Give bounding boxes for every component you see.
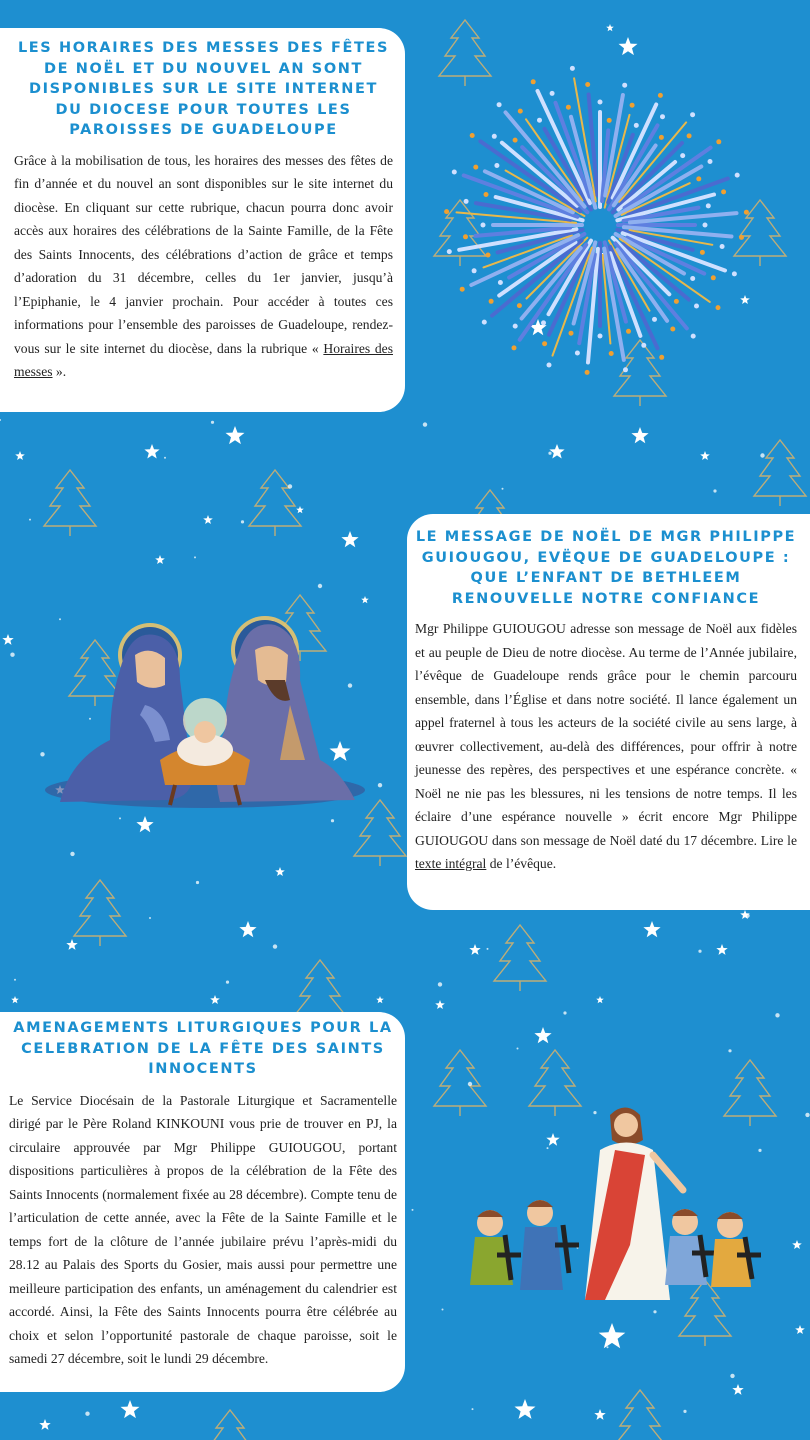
firework-spark <box>622 83 627 88</box>
star-icon <box>435 1000 445 1009</box>
firework-spark <box>531 79 536 84</box>
sparkle-dot <box>85 1412 89 1416</box>
star-icon <box>155 555 165 564</box>
firework-spark <box>700 250 705 255</box>
article-card-mass-schedules <box>0 28 405 412</box>
tree-icon <box>249 470 301 536</box>
sparkle-dot <box>653 1310 656 1313</box>
firework-spark <box>447 249 452 254</box>
firework-spark <box>696 176 701 181</box>
tree-icon <box>204 1410 256 1440</box>
sparkle-dot <box>730 1374 734 1378</box>
firework-spark <box>470 133 475 138</box>
firework-spark <box>680 153 685 158</box>
firework-spark <box>641 343 646 348</box>
sparkle-dot <box>10 653 14 657</box>
firework-spark <box>550 91 555 96</box>
jesus-with-children-illustration <box>455 1095 775 1310</box>
star-icon <box>792 1240 802 1249</box>
sparkle-dot <box>14 979 16 981</box>
star-icon <box>700 451 710 460</box>
article-title: LES HORAIRES DES MESSES DES FÊTES DE NOËL ET DU NOUVEL AN SONT DISPONIBLES SUR LE SITE INTERNET DU DIOCESE POUR TOUTES LES PAROISSES DE GUADELOUPE <box>17 40 390 138</box>
firework-spark <box>598 100 603 105</box>
sparkle-dot <box>194 556 196 558</box>
star-icon <box>210 995 220 1004</box>
firework-spark <box>585 82 590 87</box>
sparkle-dot <box>502 488 504 490</box>
sparkle-dot <box>438 982 442 986</box>
sparkle-dot <box>607 1346 609 1348</box>
sparkle-dot <box>442 1309 444 1311</box>
star-icon <box>716 944 727 955</box>
star-icon <box>2 634 13 645</box>
star-icon <box>239 921 256 937</box>
firework-spark <box>486 253 491 258</box>
sparkle-dot <box>149 917 151 919</box>
sparkle-dot <box>698 950 701 953</box>
firework-spark <box>512 345 517 350</box>
star-icon <box>795 1325 805 1334</box>
firework-spark <box>716 139 721 144</box>
sparkle-dot <box>273 944 277 948</box>
firework-spark <box>706 203 711 208</box>
firework-spark <box>634 123 639 128</box>
firework-spark <box>484 192 489 197</box>
star-icon <box>341 531 358 547</box>
sparkle-dot <box>517 1048 519 1050</box>
star-icon <box>594 1409 605 1420</box>
sparkle-dot <box>70 852 74 856</box>
firework-spark <box>547 363 552 368</box>
star-icon <box>66 939 77 950</box>
firework-spark <box>659 135 664 140</box>
firework-spark <box>732 271 737 276</box>
sparkle-dot <box>318 584 322 588</box>
tree-icon <box>494 925 546 991</box>
sparkle-dot <box>241 520 244 523</box>
firework-spark <box>517 303 522 308</box>
full-text-link[interactable]: texte intégral <box>415 856 487 871</box>
firework-spark <box>739 235 744 240</box>
sparkle-dot <box>378 783 382 787</box>
star-icon <box>39 1419 50 1430</box>
star-icon <box>15 451 25 460</box>
firework-spark <box>498 280 503 285</box>
firework-spark <box>690 276 695 281</box>
star-icon <box>515 1399 536 1419</box>
firework-spark <box>575 351 580 356</box>
firework-spark <box>652 317 657 322</box>
mass-schedules-link[interactable]: Horaires des messes <box>14 340 393 379</box>
nativity-illustration <box>40 610 370 820</box>
tree-icon <box>44 470 96 536</box>
sparkle-dot <box>29 519 31 521</box>
article-title: LE MESSAGE DE NOËL DE MGR PHILIPPE GUIOUGOU, EVËQUE DE GUADELOUPE : QUE L’ENFANT DE BETHLEEM RENOUVELLE NOTRE CONFIANCE <box>415 529 797 607</box>
firework-spark <box>537 118 542 123</box>
firework-spark <box>694 304 699 309</box>
firework-spark <box>598 334 603 339</box>
firework-spark <box>569 331 574 336</box>
firework-spark <box>609 351 614 356</box>
star-icon <box>376 996 384 1003</box>
firework-spark <box>494 163 499 168</box>
star-icon <box>226 426 245 444</box>
firework-spark <box>513 324 518 329</box>
sparkle-dot <box>196 881 199 884</box>
sparkle-dot <box>0 419 1 421</box>
firework-spark <box>460 287 465 292</box>
firework-spark <box>658 93 663 98</box>
tree-icon <box>614 1390 666 1440</box>
sparkle-dot <box>805 1113 809 1117</box>
sparkle-dot <box>548 452 551 455</box>
sparkle-dot <box>775 1013 779 1017</box>
star-icon <box>121 1400 140 1418</box>
star-icon <box>631 427 648 443</box>
sparkle-dot <box>760 453 764 457</box>
sparkle-dot <box>713 489 716 492</box>
firework-spark <box>721 189 726 194</box>
star-icon <box>606 24 614 31</box>
firework-spark <box>518 109 523 114</box>
firework-spark <box>607 118 612 123</box>
firework-spark <box>473 165 478 170</box>
firework-spark <box>464 199 469 204</box>
tree-icon <box>754 440 806 506</box>
star-icon <box>619 37 638 55</box>
firework-spark <box>735 173 740 178</box>
firework-spark <box>691 334 696 339</box>
firework-spark <box>472 268 477 273</box>
star-icon <box>361 596 369 603</box>
star-icon <box>643 921 660 937</box>
sparkle-dot <box>211 421 214 424</box>
article-body: Mgr Philippe GUIOUGOU adresse son message de Noël aux fidèles et au peuple de Dieu de notre diocèse. Au terme de l’Année jubilaire, l’évêque de Guadeloupe rends grâce pour le chemin parcouru ensemble, dans l’Église et dans notre société. Il lance également un appel fraternel à tous les acteurs de la société civile au sens large, à œuvrer collectivement, au-delà des différences, pour offrir à notre jeunesse des repères, des perspectives et une espérance concrète. « Noël ne nie pas les blessures, ni les tensions de notre temps. Il les éclaire d’une espérance nouvelle » écrit encore Mgr Philippe GUIOUGOU dans son message de Noël daté du 17 décembre. Lire le texte intégral de l’évêque. <box>415 621 797 871</box>
firework-spark <box>570 66 575 71</box>
star-icon <box>732 1384 743 1395</box>
firework-spark <box>513 138 518 143</box>
firework-spark <box>716 305 721 310</box>
sparkle-dot <box>472 1408 474 1410</box>
firework-spark <box>481 223 486 228</box>
article-card-christmas-message <box>407 514 810 910</box>
sparkle-dot <box>288 484 292 488</box>
firework-spark <box>708 159 713 164</box>
firework-spark <box>585 370 590 375</box>
firework-spark <box>492 134 497 139</box>
sparkle-dot <box>563 1011 566 1014</box>
sparkle-dot <box>423 422 427 426</box>
firework-spark <box>660 114 665 119</box>
firework-spark <box>542 341 547 346</box>
star-icon <box>275 867 285 876</box>
star-icon <box>203 515 213 524</box>
firework-spark <box>703 223 708 228</box>
sparkle-dot <box>412 1209 414 1211</box>
firework-spark <box>659 355 664 360</box>
star-icon <box>599 1323 626 1348</box>
firework-spark <box>720 244 725 249</box>
firework-spark <box>626 329 631 334</box>
star-icon <box>11 996 19 1003</box>
star-icon <box>549 444 564 459</box>
tree-icon <box>74 880 126 946</box>
sparkle-dot <box>164 457 166 459</box>
star-icon <box>144 444 159 459</box>
firework-spark <box>541 320 546 325</box>
fireworks-illustration <box>440 60 760 390</box>
firework-spark <box>463 234 468 239</box>
article-card-liturgical-arrangements <box>0 1012 405 1392</box>
article-body: Grâce à la mobilisation de tous, les horaires des messes des fêtes de fin d’année et du nouvel an sont disponibles sur le site internet du diocèse. En cliquant sur cette rubrique, chacun pourra donc avoir accès aux horaires des célébrations de la Sainte Famille, de la Fête des Saints Innocents, des célébrations d’action de grâce et temps d’adoration du 31 décembre, celles du 1er janvier, jusqu’à l’Epiphanie, le 4 janvier prochain. Pour accéder à toutes ces informations pour l’ensemble des paroisses de Guadeloupe, rendez-vous sur le site internet du diocèse, dans la rubrique « Horaires des messes ». <box>14 152 393 379</box>
sparkle-dot <box>728 1049 731 1052</box>
firework-spark <box>489 299 494 304</box>
star-icon <box>596 996 604 1003</box>
firework-spark <box>690 112 695 117</box>
firework-spark <box>711 275 716 280</box>
firework-spark <box>744 210 749 215</box>
star-icon <box>534 1027 551 1043</box>
sparkle-dot <box>745 914 749 918</box>
star-icon <box>296 506 304 513</box>
firework-spark <box>687 133 692 138</box>
sparkle-dot <box>468 1082 472 1086</box>
sparkle-dot <box>226 981 229 984</box>
firework-spark <box>452 170 457 175</box>
star-icon <box>469 944 480 955</box>
article-title: AMENAGEMENTS LITURGIQUES POUR LA CELEBRATION DE LA FÊTE DES SAINTS INNOCENTS <box>13 1020 393 1077</box>
sparkle-dot <box>487 948 489 950</box>
firework-spark <box>670 327 675 332</box>
firework-spark <box>566 105 571 110</box>
firework-spark <box>444 209 449 214</box>
article-body: Le Service Diocésain de la Pastorale Liturgique et Sacramentelle dirigé par le Père Roland KINKOUNI vous prie de trouver en PJ, la circulaire approuvée par Mgr Philippe GUIOUGOU, portant dispositions particulières à propos de la célébration de la Fête des Saints Innocents (normalement fixée au 28 décembre). Compte tenu de l’articulation de cette année, avec la Fête de la Sainte Famille et le temps fort de la clôture de l’année jubilaire prévu l’après-midi du 28.12 au Palais des Sports du Gosier, mais aussi pour permettre une meilleure participation des enfants, un aménagement du calendrier est accordé. Ainsi, la Fête des Saints Innocents pourra être célébrée au choix et selon l’opportunité pastorale de chaque paroisse, soit le samedi 27 décembre, soit le lundi 29 décembre. <box>9 1092 397 1366</box>
firework-spark <box>497 102 502 107</box>
firework-spark <box>630 103 635 108</box>
sparkle-dot <box>683 1410 686 1413</box>
firework-spark <box>482 320 487 325</box>
firework-spark <box>623 367 628 372</box>
firework-spark <box>674 299 679 304</box>
